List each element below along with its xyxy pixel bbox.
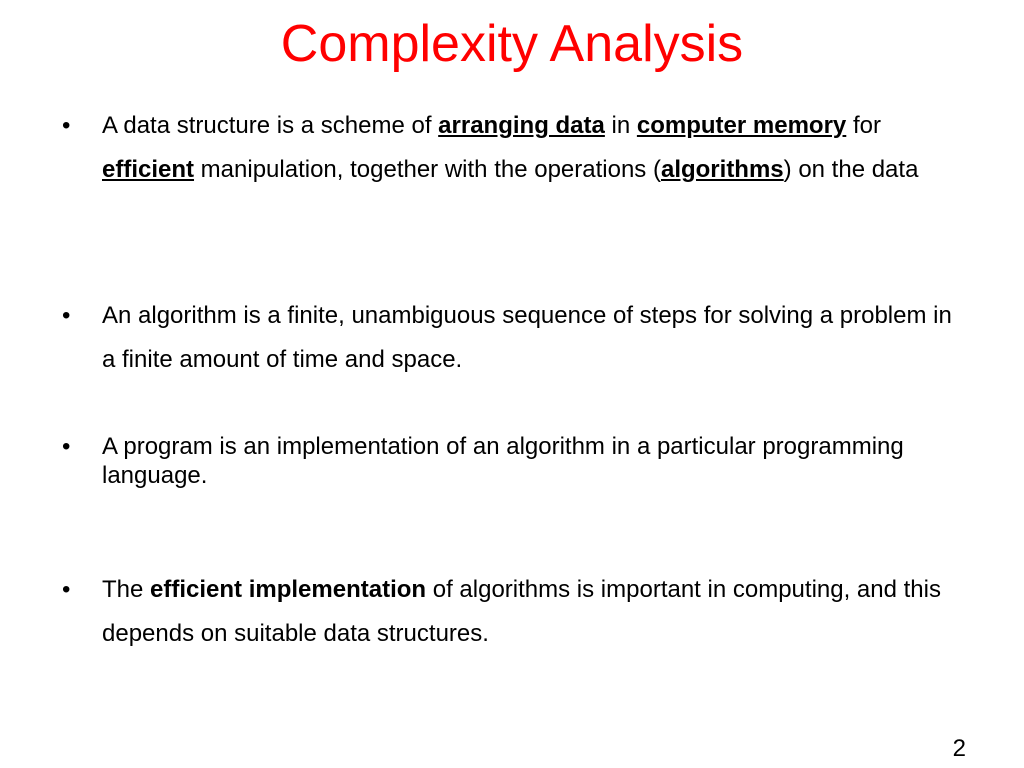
bullet-marker: • xyxy=(62,433,71,460)
slide-title: Complexity Analysis xyxy=(280,15,744,73)
bullet-marker: • xyxy=(62,576,71,603)
bullet-text xyxy=(102,432,962,490)
bullet-item xyxy=(62,294,962,382)
text-run: ) on the data xyxy=(783,156,919,183)
text-run: manipulation, together with the operations ( xyxy=(194,156,661,183)
bullet-marker: • xyxy=(62,112,71,139)
bullet-text xyxy=(102,104,962,192)
emphasis-run: arranging data xyxy=(438,112,605,139)
bullet-text xyxy=(102,568,962,656)
text-run: of algorithms is important in computing, and this depends on suitable data structures. xyxy=(102,576,941,647)
bullet-item xyxy=(62,568,962,656)
emphasis-run: efficient implementation xyxy=(150,576,427,603)
emphasis-run: algorithms xyxy=(660,156,784,183)
text-run: for xyxy=(846,112,881,139)
text-run: in xyxy=(604,112,637,139)
text-run: The xyxy=(102,576,151,603)
bullet-marker: • xyxy=(62,302,71,329)
emphasis-run: computer memory xyxy=(636,112,847,139)
bullet-item xyxy=(62,432,962,490)
text-run: An algorithm is a finite, unambiguous sequence of steps for solving a problem in a finite amount of time and space. xyxy=(102,302,952,373)
bullet-item xyxy=(62,104,962,192)
text-run: A program is an implementation of an algorithm in a particular programming language. xyxy=(102,433,904,489)
text-run: A data structure is a scheme of xyxy=(102,112,439,139)
bullet-text xyxy=(102,294,962,382)
page-number: 2 xyxy=(952,735,966,762)
emphasis-run: efficient xyxy=(102,156,195,183)
